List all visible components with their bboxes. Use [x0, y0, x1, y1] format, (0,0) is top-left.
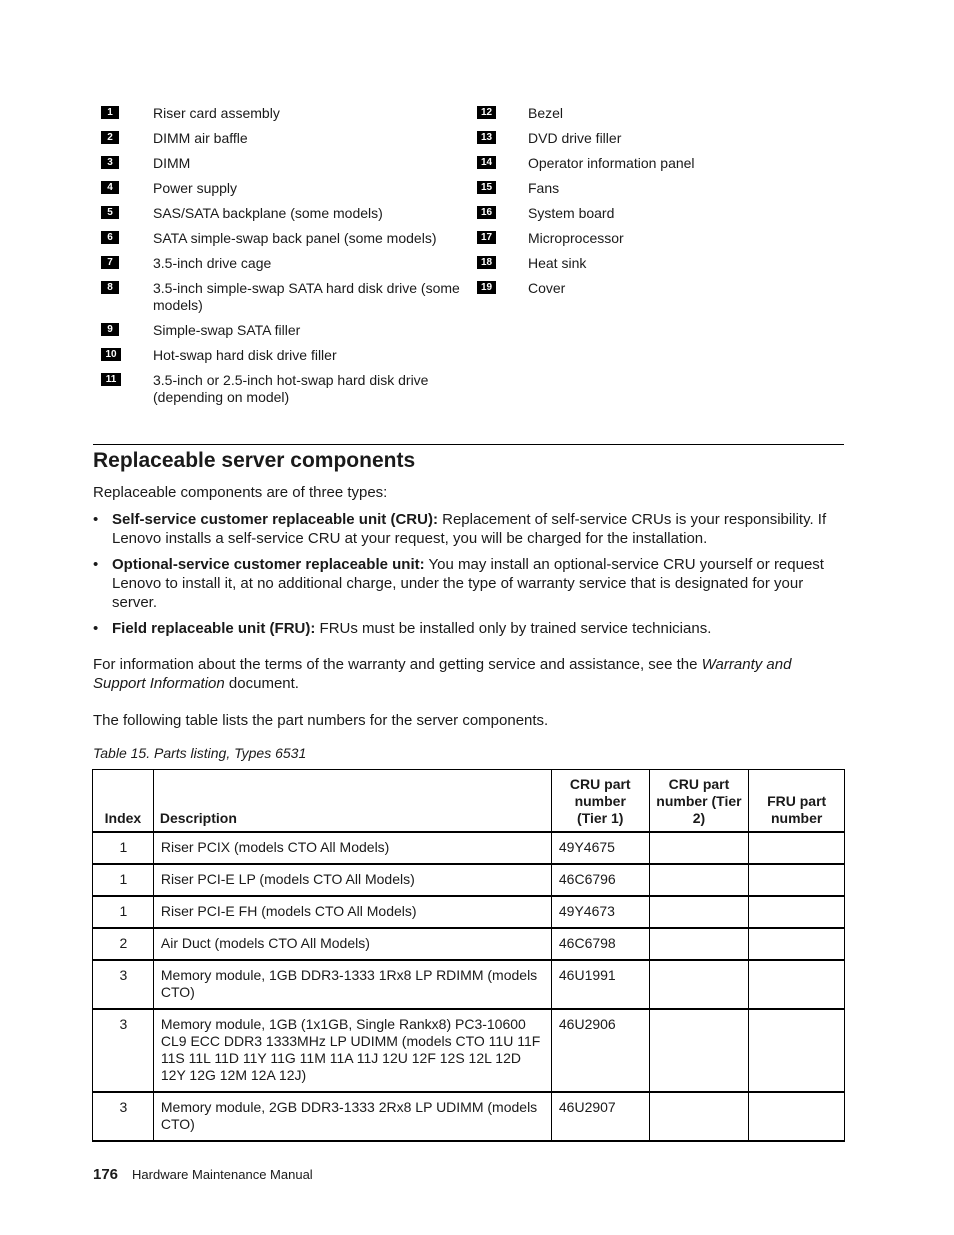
- table-header-row: [93, 770, 845, 833]
- parts-table: [92, 769, 845, 1142]
- cell-cru-tier2: [649, 1009, 749, 1092]
- legend-item: [101, 180, 466, 197]
- legend-item: [101, 230, 466, 247]
- cell-description: Riser PCI-E LP (models CTO All Models): [153, 864, 551, 896]
- legend-item: [101, 280, 466, 314]
- legend-item: [477, 155, 846, 172]
- cell-cru-tier2: [649, 960, 749, 1009]
- callout-badge: 7: [101, 256, 119, 269]
- cell-cru-tier1: 46U2907: [551, 1092, 649, 1141]
- legend-item: [477, 105, 846, 122]
- bullet-icon: •: [93, 556, 99, 573]
- cell-fru: [749, 928, 845, 960]
- legend-label: Riser card assembly: [153, 105, 280, 121]
- cell-cru-tier2: [649, 864, 749, 896]
- legend-item: [101, 372, 466, 406]
- legend-label: DVD drive filler: [528, 130, 622, 146]
- bullet-text: FRUs must be installed only by trained service technicians.: [315, 620, 712, 637]
- legend-item: [101, 347, 466, 364]
- table-row: [93, 896, 845, 928]
- table-row: [93, 960, 845, 1009]
- cell-cru-tier1: 46C6798: [551, 928, 649, 960]
- cell-fru: [749, 1009, 845, 1092]
- callout-badge: 14: [477, 156, 496, 169]
- legend-label: 3.5-inch simple-swap SATA hard disk drive (some models): [153, 280, 460, 313]
- callout-badge: 10: [101, 348, 121, 361]
- cell-fru: [749, 960, 845, 1009]
- legend-label: 3.5-inch or 2.5-inch hot-swap hard disk drive (depending on model): [153, 372, 429, 405]
- cell-description: Riser PCI-E FH (models CTO All Models): [153, 896, 551, 928]
- bullet-text: You may install an optional-service CRU yourself or request Lenovo to install it, at no additional charge, under the type of warranty service that is designated for your server.: [112, 556, 824, 611]
- legend-column-right: [477, 105, 846, 305]
- callout-badge: 8: [101, 281, 119, 294]
- legend-item: [101, 255, 466, 272]
- callout-badge: 15: [477, 181, 496, 194]
- table-intro-paragraph: The following table lists the part numbers for the server components.: [93, 712, 549, 729]
- bullet-icon: •: [93, 620, 99, 637]
- table-row: [93, 928, 845, 960]
- cell-cru-tier2: [649, 896, 749, 928]
- bullet-term: Optional-service customer replaceable unit:: [112, 556, 425, 573]
- list-item: [93, 510, 845, 548]
- legend-item: [477, 230, 846, 247]
- callout-badge: 13: [477, 131, 496, 144]
- warranty-doc-title: Warranty and Support Information: [93, 656, 792, 692]
- callout-badge: 11: [101, 373, 121, 386]
- header-cru-tier1: CRU part number (Tier 1): [551, 770, 649, 833]
- legend-label: DIMM: [153, 155, 191, 171]
- cell-cru-tier1: 49Y4673: [551, 896, 649, 928]
- callout-badge: 5: [101, 206, 119, 219]
- cell-index: 2: [93, 928, 154, 960]
- legend-item: [477, 255, 846, 272]
- page-footer: [93, 1166, 313, 1183]
- legend-label: Simple-swap SATA filler: [153, 322, 301, 338]
- callout-badge: 2: [101, 131, 119, 144]
- cell-cru-tier2: [649, 928, 749, 960]
- legend-item: [101, 130, 466, 147]
- legend-label: 3.5-inch drive cage: [153, 255, 272, 271]
- cell-index: 3: [93, 1092, 154, 1141]
- cell-description: Memory module, 1GB DDR3-1333 1Rx8 LP RDIMM (models CTO): [153, 960, 551, 1009]
- legend-item: [101, 105, 466, 122]
- header-description: Description: [153, 770, 551, 833]
- warranty-paragraph: [93, 655, 845, 693]
- warranty-text-post: document.: [224, 675, 299, 692]
- callout-badge: 9: [101, 323, 119, 336]
- legend-label: Fans: [528, 180, 560, 196]
- cell-cru-tier1: 46U2906: [551, 1009, 649, 1092]
- legend-item: [101, 205, 466, 222]
- header-index: Index: [93, 770, 154, 833]
- callout-badge: 12: [477, 106, 496, 119]
- cell-fru: [749, 1092, 845, 1141]
- intro-paragraph: Replaceable components are of three types:: [93, 484, 388, 501]
- cell-fru: [749, 864, 845, 896]
- bullet-icon: •: [93, 511, 99, 528]
- legend-label: DIMM air baffle: [153, 130, 248, 146]
- legend-label: Bezel: [528, 105, 564, 121]
- cell-cru-tier1: 46U1991: [551, 960, 649, 1009]
- table-caption: Table 15. Parts listing, Types 6531: [93, 745, 307, 761]
- callout-badge: 3: [101, 156, 119, 169]
- table-row: [93, 1092, 845, 1141]
- cell-index: 1: [93, 832, 154, 864]
- table-row: [93, 1009, 845, 1092]
- callout-badge: 18: [477, 256, 496, 269]
- cell-index: 3: [93, 1009, 154, 1092]
- legend-item: [477, 205, 846, 222]
- callout-badge: 4: [101, 181, 119, 194]
- cell-index: 1: [93, 896, 154, 928]
- cell-description: Riser PCIX (models CTO All Models): [153, 832, 551, 864]
- cell-description: Memory module, 2GB DDR3-1333 2Rx8 LP UDIMM (models CTO): [153, 1092, 551, 1141]
- list-item: [93, 619, 845, 638]
- cell-cru-tier1: 46C6796: [551, 864, 649, 896]
- legend-column-left: [101, 105, 466, 414]
- table-row: [93, 832, 845, 864]
- cell-cru-tier2: [649, 832, 749, 864]
- legend-item: [101, 322, 466, 339]
- legend-label: System board: [528, 205, 615, 221]
- legend-label: SATA simple-swap back panel (some models): [153, 230, 437, 246]
- header-cru-tier2: CRU part number (Tier 2): [649, 770, 749, 833]
- page-number: 176: [93, 1166, 119, 1183]
- cell-fru: [749, 832, 845, 864]
- legend-item: [477, 130, 846, 147]
- bullet-term: Field replaceable unit (FRU):: [112, 620, 316, 637]
- table-row: [93, 864, 845, 896]
- section-title: Replaceable server components: [93, 449, 416, 472]
- cell-cru-tier2: [649, 1092, 749, 1141]
- component-types-list: [93, 510, 845, 645]
- callout-badge: 1: [101, 106, 119, 119]
- warranty-text-pre: For information about the terms of the warranty and getting service and assistance, see the: [93, 656, 702, 673]
- legend-label: Hot-swap hard disk drive filler: [153, 347, 337, 363]
- callout-badge: 17: [477, 231, 496, 244]
- legend-label: Microprocessor: [528, 230, 624, 246]
- legend-item: [477, 280, 846, 297]
- cell-cru-tier1: 49Y4675: [551, 832, 649, 864]
- list-item: [93, 555, 845, 612]
- cell-fru: [749, 896, 845, 928]
- legend-label: Power supply: [153, 180, 238, 196]
- bullet-term: Self-service customer replaceable unit (CRU):: [112, 511, 438, 528]
- cell-description: Memory module, 1GB (1x1GB, Single Rankx8) PC3-10600 CL9 ECC DDR3 1333MHz LP UDIMM (models CTO 11U 11F 11S 11L 11D 11Y 11G 11M 11A 11J 12U 12F 12S 12L 12D 12Y 12G 12M 12A 12J): [153, 1009, 551, 1092]
- legend-label: Cover: [528, 280, 566, 296]
- bullet-text: Replacement of self-service CRUs is your responsibility. If Lenovo installs a self-service CRU at your request, you will be charged for the installation.: [112, 511, 827, 547]
- cell-index: 3: [93, 960, 154, 1009]
- header-fru: FRU part number: [749, 770, 845, 833]
- legend-item: [477, 180, 846, 197]
- cell-description: Air Duct (models CTO All Models): [153, 928, 551, 960]
- legend-label: SAS/SATA backplane (some models): [153, 205, 383, 221]
- legend-item: [101, 155, 466, 172]
- callout-badge: 19: [477, 281, 496, 294]
- section-divider: [93, 444, 844, 445]
- callout-badge: 6: [101, 231, 119, 244]
- legend-label: Operator information panel: [528, 155, 695, 171]
- cell-index: 1: [93, 864, 154, 896]
- manual-title: Hardware Maintenance Manual: [132, 1167, 313, 1182]
- callout-badge: 16: [477, 206, 496, 219]
- legend-label: Heat sink: [528, 255, 587, 271]
